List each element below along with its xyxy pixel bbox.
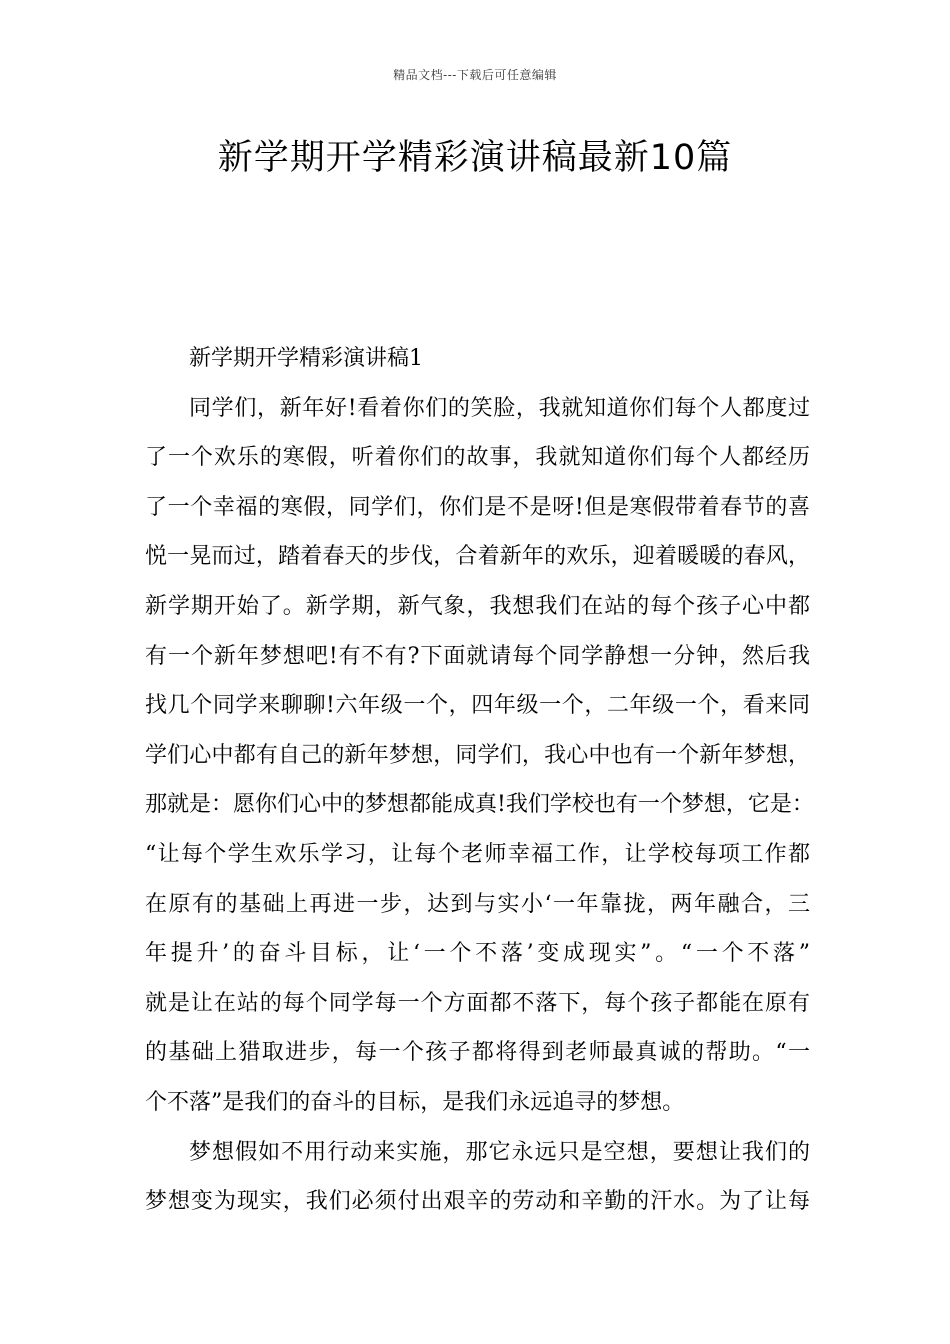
text-line: 梦想假如不用行动来实施，那它永远只是空想，要想让我们的 [189, 1139, 810, 1165]
text-line: “让每个学生欢乐学习，让每个老师幸福工作，让学校每项工作都 [145, 841, 810, 867]
text-line: 同学们，新年好!看着你们的笑脸，我就知道你们每个人都度过 [189, 395, 810, 421]
text-line: 梦想变为现实，我们必须付出艰辛的劳动和辛勤的汗水。为了让每 [145, 1189, 810, 1215]
text-line: 学们心中都有自己的新年梦想，同学们，我心中也有一个新年梦想， [145, 742, 810, 768]
text-line: 找几个同学来聊聊!六年级一个，四年级一个，二年级一个，看来同 [145, 693, 810, 719]
header-note: 精品文档---下载后可任意编辑 [393, 68, 557, 82]
text-line: 了一个幸福的寒假，同学们，你们是不是呀!但是寒假带着春节的喜 [145, 494, 810, 520]
paragraph-1 [145, 384, 814, 1128]
paragraph-2 [145, 1128, 810, 1227]
text-line: 悦一晃而过，踏着春天的步伐，合着新年的欢乐，迎着暖暖的春风， [145, 544, 810, 570]
text-line: 年提升’的奋斗目标，让‘一个不落’变成现实”。“一个不落” [145, 941, 810, 967]
text-line: 那就是：愿你们心中的梦想都能成真!我们学校也有一个梦想，它是： [145, 792, 814, 818]
document-title: 新学期开学精彩演讲稿最新10篇 [217, 138, 733, 178]
section-heading-block [145, 334, 810, 384]
document-body [145, 334, 814, 1227]
text-line: 了一个欢乐的寒假，听着你们的故事，我就知道你们每个人都经历 [145, 445, 810, 471]
text-line: 个不落”是我们的奋斗的目标，是我们永远追寻的梦想。 [145, 1089, 685, 1115]
text-line: 的基础上猎取进步，每一个孩子都将得到老师最真诚的帮助。“一 [145, 1040, 810, 1066]
section-heading: 新学期开学精彩演讲稿1 [189, 346, 423, 371]
text-line: 在原有的基础上再进一步，达到与实小‘一年靠拢，两年融合，三 [145, 891, 810, 917]
text-line: 就是让在站的每个同学每一个方面都不落下，每个孩子都能在原有 [145, 990, 810, 1016]
text-line: 有一个新年梦想吧!有不有?下面就请每个同学静想一分钟，然后我 [145, 643, 810, 669]
text-line: 新学期开始了。新学期，新气象，我想我们在站的每个孩子心中都 [145, 593, 810, 619]
